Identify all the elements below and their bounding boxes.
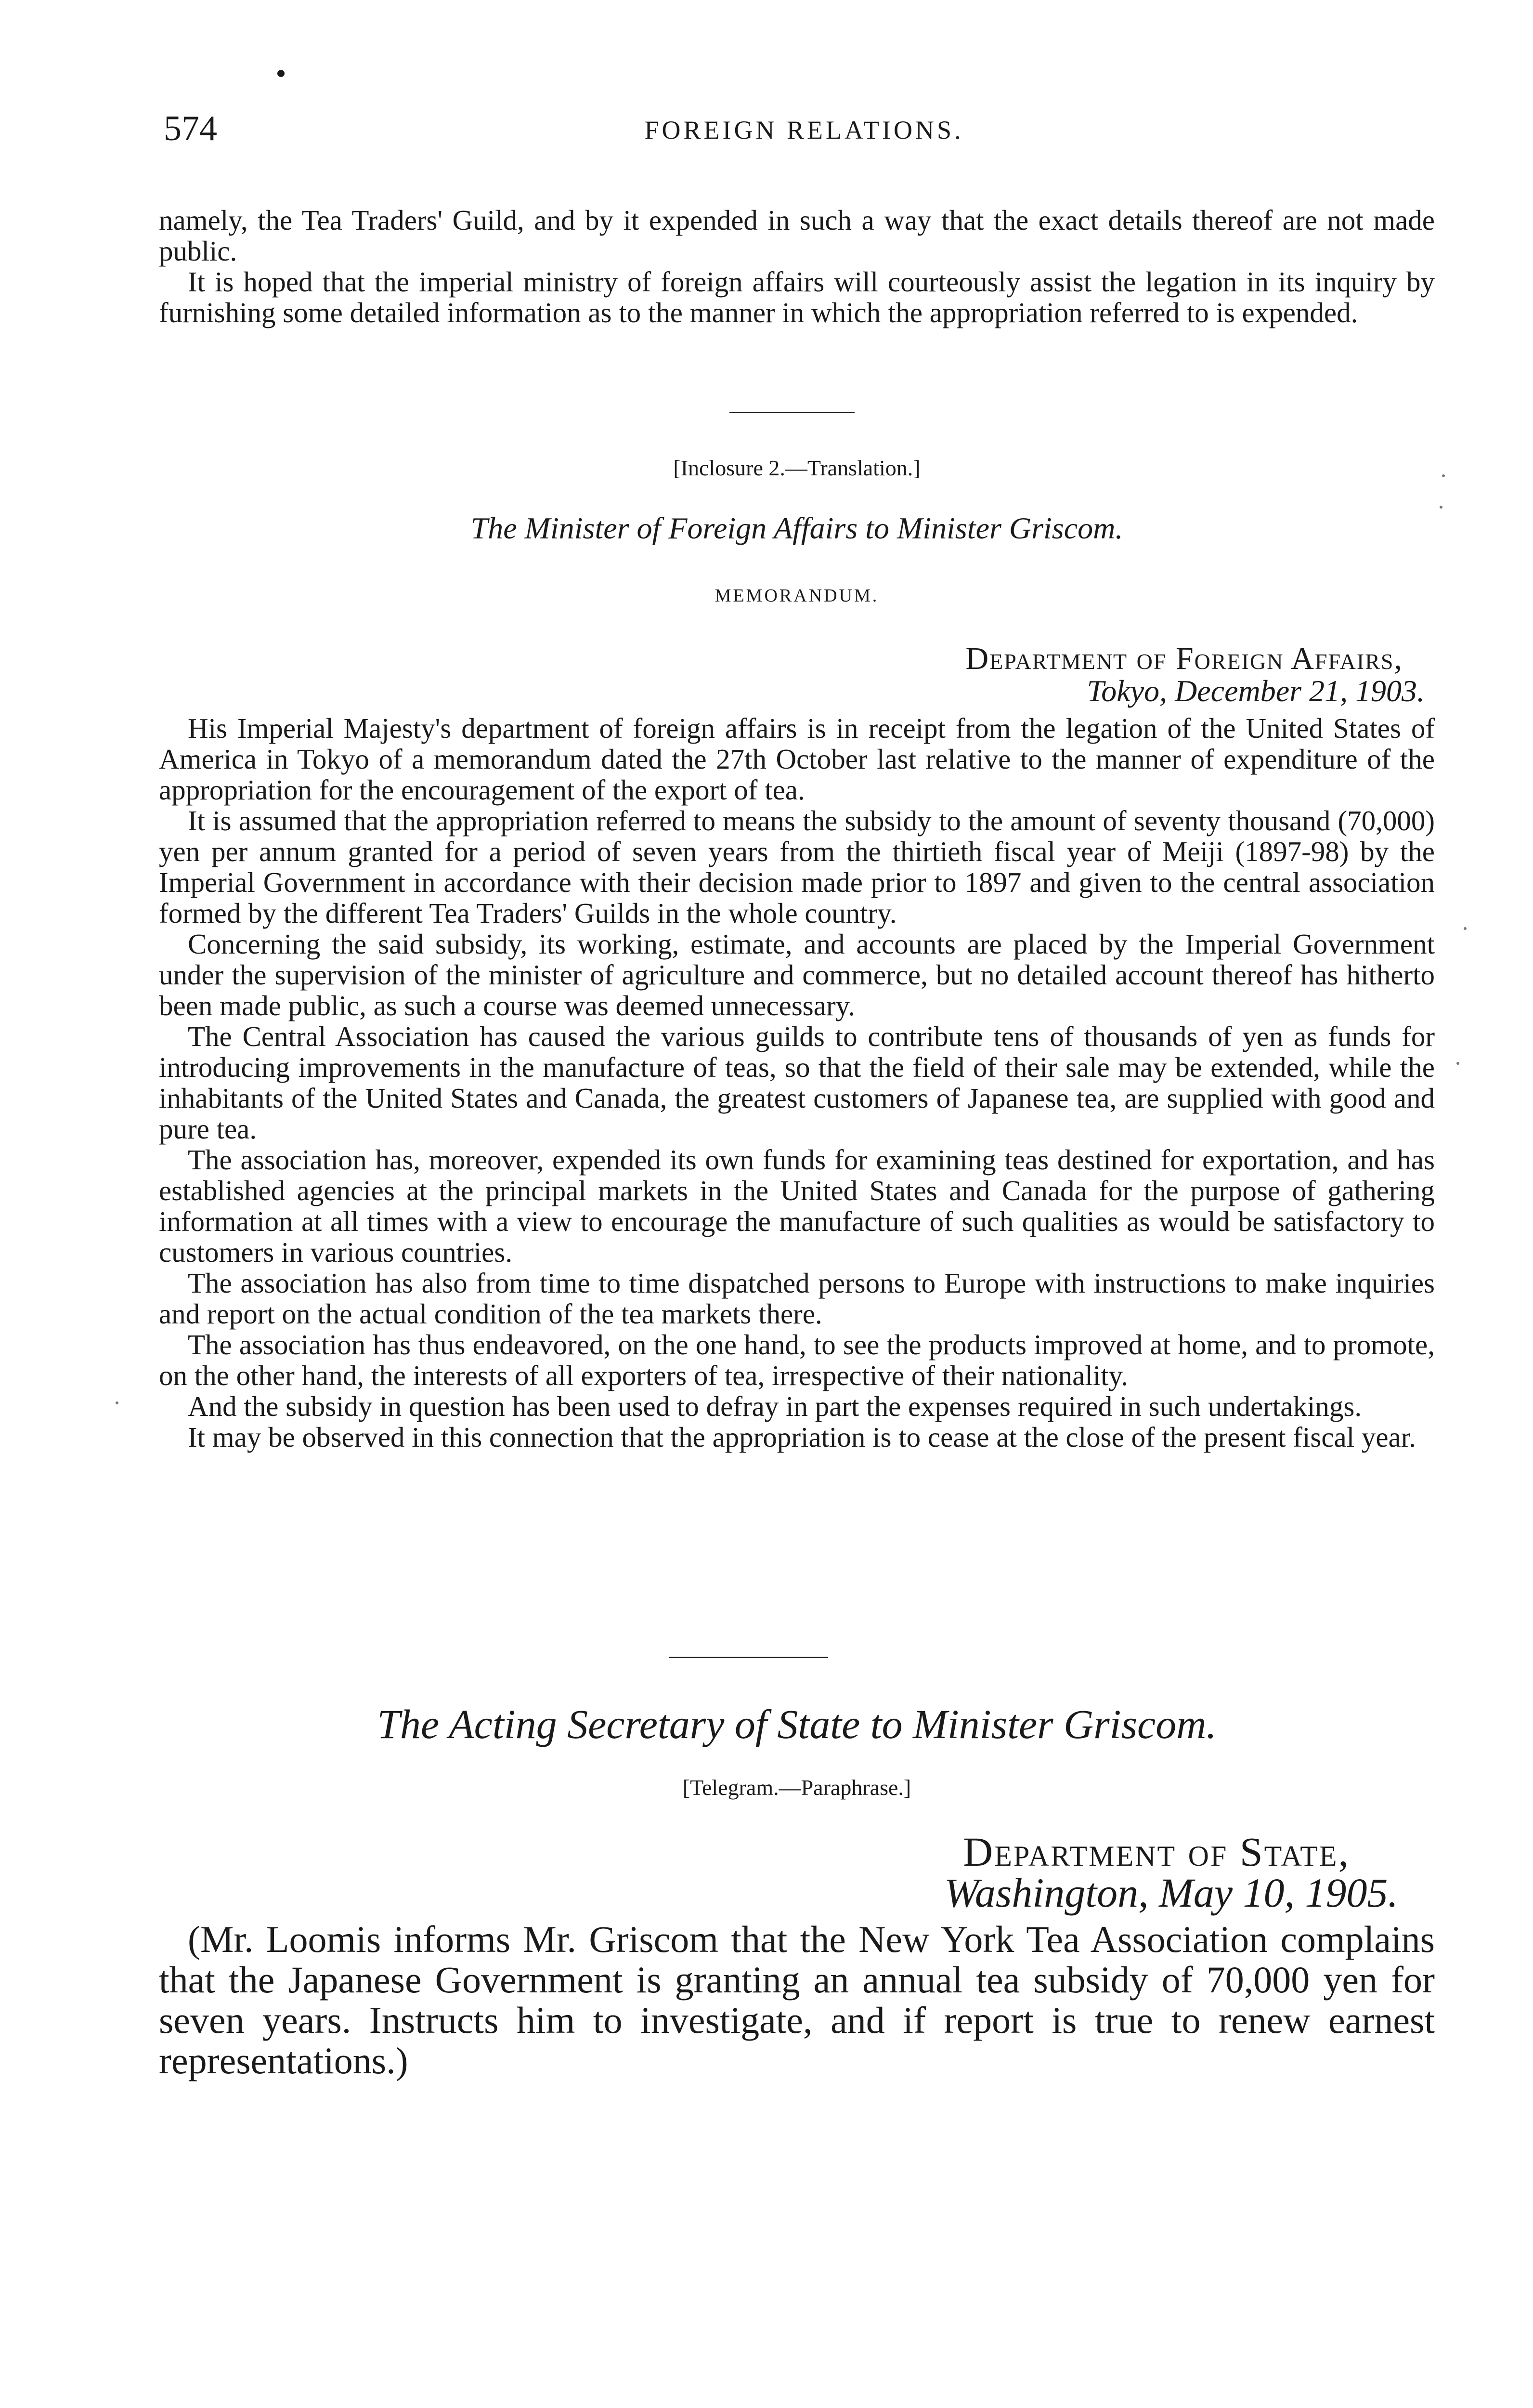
memo-paragraph: The association has thus endeavored, on the one hand, to see the products improved at home, and to promote, on the other hand, the interests of all exporters of tea, irrespective of their nationality. (159, 1329, 1435, 1391)
inclosure-label: [Inclosure 2.—Translation.] (673, 456, 921, 480)
inclosure-title: The Minister of Foreign Affairs to Minister Griscom. (470, 511, 1123, 545)
telegram-date: Washington, May 10, 1905. (944, 1870, 1398, 1916)
memo-paragraph: It may be observed in this connection that the appropriation is to cease at the close of the present fiscal year. (188, 1421, 1416, 1453)
margin-mark (1456, 1062, 1459, 1065)
margin-mark (1442, 474, 1445, 477)
memorandum-body (159, 713, 1435, 1453)
dept-foreign-affairs: Department of Foreign Affairs, (965, 641, 1403, 676)
memorandum-label: MEMORANDUM. (715, 586, 879, 606)
continuation-paragraph: It is hoped that the imperial ministry of foreign affairs will courteously assist the legation in its inquiry by furnishing some detailed information as to the manner in which the appropriation referred to is expended. (159, 266, 1435, 328)
memo-paragraph: His Imperial Majesty's department of foreign affairs is in receipt from the legation of the United States of America in Tokyo of a memorandum dated the 27th October last relative to the manner of expenditure of the appropriation for the encouragement of the export of tea. (159, 712, 1435, 806)
memo-paragraph: The association has also from time to time dispatched persons to Europe with instructions to make inquiries and report on the actual condition of the tea markets there. (159, 1267, 1435, 1330)
ink-dot (277, 70, 285, 77)
continuation-paragraph: namely, the Tea Traders' Guild, and by it expended in such a way that the exact details thereof are not made public. (159, 204, 1435, 267)
section-rule (669, 1657, 828, 1658)
memo-paragraph: It is assumed that the appropriation referred to means the subsidy to the amount of seventy thousand (70,000) yen per annum granted for a period of seven years from the thirtieth fiscal year of Meiji (1897-98) by the Imperial Government in accordance with their decision made prior to 1897 and given to the central association formed by the different Tea Traders' Guilds in the whole country. (159, 805, 1435, 929)
memo-paragraph: The Central Association has caused the various guilds to contribute tens of thousands of yen as funds for introducing improvements in the manufacture of teas, so that the field of their sale may be extended, while the inhabitants of the United States and Canada, the greatest customers of Japanese tea, are supplied with good and pure tea. (159, 1021, 1435, 1145)
memo-paragraph: The association has, moreover, expended its own funds for examining teas destined for exportation, and has established agencies at the principal markets in the United States and Canada for the purpose of gathering information at all times with a view to encourage the manufacture of such qualities as would be satisfactory to customers in various countries. (159, 1144, 1435, 1268)
page-number: 574 (164, 109, 217, 148)
telegram-label: [Telegram.—Paraphrase.] (682, 1775, 911, 1800)
dept-of-state: Department of State, (963, 1829, 1350, 1875)
memo-paragraph: Concerning the said subsidy, its working, estimate, and accounts are placed by the Imperial Government under the supervision of the minister of agriculture and commerce, but no detailed account thereof has hitherto been made public, as such a course was deemed unnecessary. (159, 928, 1435, 1021)
page-header (164, 108, 1444, 152)
memo-paragraph: And the subsidy in question has been used to defray in part the expenses required in such undertakings. (188, 1390, 1362, 1422)
memo-date: Tokyo, December 21, 1903. (1087, 674, 1425, 708)
continuation-text (159, 205, 1435, 328)
running-head: FOREIGN RELATIONS. (644, 116, 964, 144)
telegram-title: The Acting Secretary of State to Minister Griscom. (377, 1701, 1217, 1747)
margin-mark (1464, 927, 1467, 930)
telegram-body (159, 1919, 1435, 2081)
margin-mark (116, 1401, 118, 1404)
section-rule (729, 412, 855, 413)
telegram-paragraph: (Mr. Loomis informs Mr. Griscom that the New York Tea Association complains that the Japanese Government is granting an annual tea subsidy of 70,000 yen for seven years. Instructs him to investigate, and if report is true to renew earnest representations.) (159, 1918, 1435, 2081)
margin-mark (1440, 506, 1442, 509)
